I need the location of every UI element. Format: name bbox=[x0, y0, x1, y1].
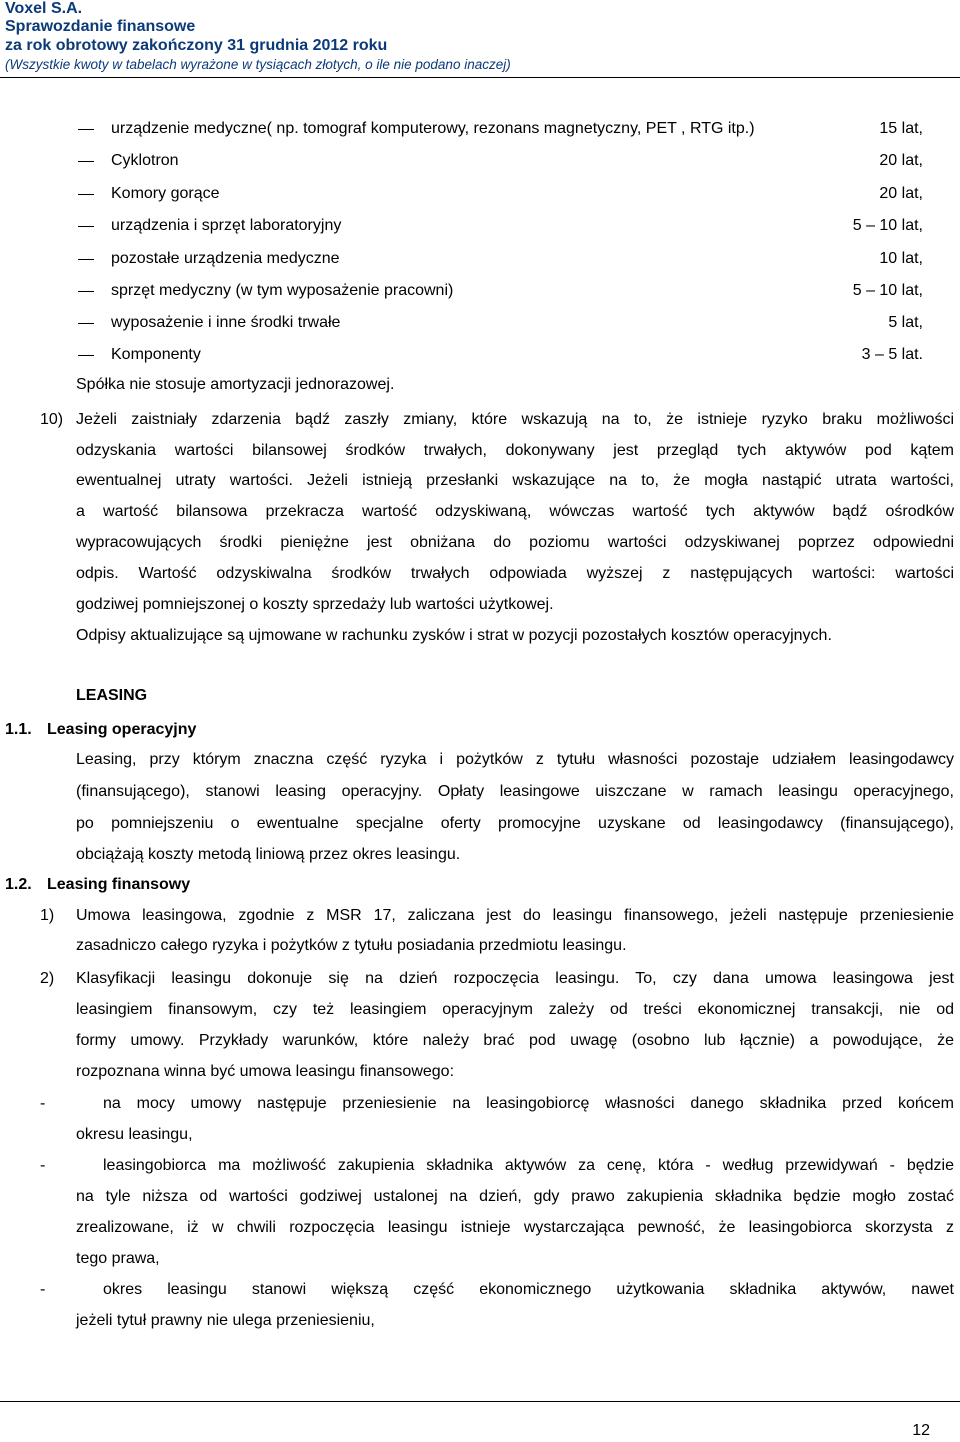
list-item-period: 5 – 10 lat, bbox=[852, 217, 923, 234]
item-10-line: godziwej pomniejszonej o koszty sprzedaży lub wartości użytkowej. bbox=[76, 596, 554, 613]
item-10-number: 10) bbox=[40, 411, 64, 428]
list-item-label: Komponenty bbox=[111, 346, 201, 363]
item-10-line: ewentualnej utraty wartości. Jeżeli istnieją przesłanki wskazujące na to, że mogła nastąpić utrata wartości, bbox=[76, 472, 954, 489]
item-10-line: odzyskania wartości bilansowej środków trwałych, dokonywany jest przegląd tych aktywów pod kątem bbox=[76, 442, 954, 459]
list-item-period: 5 lat, bbox=[888, 314, 923, 331]
item-10-line: Jeżeli zaistniały zdarzenia bądź zaszły zmiany, które wskazują na to, że istnieje ryzyko braku możliwości bbox=[76, 411, 954, 428]
finance-item-2-line: Klasyfikacji leasingu dokonuje się na dzień rozpoczęcia leasingu. To, czy dana umowa leasingowa jest bbox=[76, 970, 954, 987]
list-dash bbox=[78, 226, 94, 227]
section-1-2-number: 1.2. bbox=[5, 876, 32, 893]
list-item-period: 20 lat, bbox=[879, 152, 923, 169]
bullet-line: tego prawa, bbox=[76, 1250, 160, 1267]
bullet-marker: - bbox=[40, 1281, 46, 1298]
list-item-period: 10 lat, bbox=[879, 250, 923, 267]
list-dash bbox=[78, 259, 94, 260]
list-item-period: 15 lat, bbox=[879, 120, 923, 137]
bullet-line: zrealizowane, iż w chwili rozpoczęcia leasingu istnieje wystarczająca pewność, że leasingobiorca skorzysta z bbox=[76, 1219, 954, 1236]
bullet-marker: - bbox=[40, 1095, 46, 1112]
finance-item-1-number: 1) bbox=[40, 907, 55, 924]
bullet-line: jeżeli tytuł prawny nie ulega przeniesieniu, bbox=[76, 1312, 375, 1329]
list-item-period: 3 – 5 lat. bbox=[861, 346, 923, 363]
report-title: Sprawozdanie finansowe bbox=[5, 18, 196, 35]
section-1-1-title: Leasing operacyjny bbox=[47, 721, 197, 738]
bullet-line: okres leasingu stanowi większą część ekonomicznego użytkowania składnika aktywów, nawet bbox=[103, 1281, 954, 1298]
list-item-label: wyposażenie i inne środki trwałe bbox=[111, 314, 341, 331]
impairment-text: Odpisy aktualizujące są ujmowane w rachunku zysków i strat w pozycji pozostałych kosztów operacyjnych. bbox=[76, 627, 832, 644]
list-dash bbox=[78, 291, 94, 292]
amounts-note: (Wszystkie kwoty w tabelach wyrażone w tysiącach złotych, o ile nie podano inaczej) bbox=[5, 57, 511, 72]
bullet-line: na mocy umowy następuje przeniesienie na leasingobiorcę własności danego składnika przed końcem bbox=[103, 1095, 954, 1112]
finance-item-2-line: formy umowy. Przykłady warunków, które należy brać pod uwagę (osobno lub łącznie) a powodujące, że bbox=[76, 1032, 954, 1049]
section-1-2-title: Leasing finansowy bbox=[47, 876, 191, 893]
leasing-heading: LEASING bbox=[76, 687, 148, 704]
operating-leasing-line: Leasing, przy którym znaczna część ryzyka i pożytków z tytułu własności pozostaje udziałem leasingodawcy bbox=[76, 751, 954, 768]
finance-item-1-line: Umowa leasingowa, zgodnie z MSR 17, zaliczana jest do leasingu finansowego, jeżeli następuje przeniesienie bbox=[76, 907, 954, 924]
header-divider bbox=[0, 77, 960, 78]
operating-leasing-line: (finansującego), stanowi leasing operacyjny. Opłaty leasingowe uiszczane w ramach leasingu operacyjnego, bbox=[76, 783, 954, 800]
item-10-line: odpis. Wartość odzyskiwalna środków trwałych odpowiada wyższej z następujących wartości: wartości bbox=[76, 565, 954, 582]
operating-leasing-line: obciążają koszty metodą liniową przez okres leasingu. bbox=[76, 846, 461, 863]
no-single-depreciation-text: Spółka nie stosuje amortyzacji jednorazowej. bbox=[76, 376, 395, 393]
item-10-line: wypracowujących środki pieniężne jest obniżana do poziomu wartości odzyskiwanej poprzez odpowiedni bbox=[76, 534, 954, 551]
list-item-label: urządzenia i sprzęt laboratoryjny bbox=[111, 217, 342, 234]
page-number: 12 bbox=[912, 1422, 930, 1439]
list-item-label: Cyklotron bbox=[111, 152, 179, 169]
finance-item-2-number: 2) bbox=[40, 970, 55, 987]
list-item-period: 20 lat, bbox=[879, 185, 923, 202]
list-dash bbox=[78, 323, 94, 324]
section-1-1-number: 1.1. bbox=[5, 721, 32, 738]
report-period: za rok obrotowy zakończony 31 grudnia 2012 roku bbox=[5, 37, 388, 54]
footer-divider bbox=[0, 1401, 960, 1402]
company-name: Voxel S.A. bbox=[5, 0, 83, 17]
bullet-line: na tyle niższa od wartości godziwej ustalonej na dzień, gdy prawo zakupienia składnika będzie mogło zostać bbox=[76, 1188, 954, 1205]
bullet-line: leasingobiorca ma możliwość zakupienia składnika aktywów za cenę, która - według przewidywań - będzie bbox=[103, 1157, 954, 1174]
list-dash bbox=[78, 355, 94, 356]
list-item-period: 5 – 10 lat, bbox=[852, 282, 923, 299]
bullet-line: okresu leasingu, bbox=[76, 1126, 193, 1143]
list-item-label: urządzenie medyczne( np. tomograf komputerowy, rezonans magnetyczny, PET , RTG itp.) bbox=[111, 120, 755, 137]
list-item-label: sprzęt medyczny (w tym wyposażenie pracowni) bbox=[111, 282, 454, 299]
finance-item-2-line: leasingiem finansowym, czy też leasingiem operacyjnym zależy od treści ekonomicznej transakcji, nie od bbox=[76, 1001, 954, 1018]
item-10-line: a wartość bilansowa przekracza wartość odzyskiwaną, wówczas wartość tych aktywów bądź ośrodków bbox=[76, 503, 954, 520]
list-item-label: Komory gorące bbox=[111, 185, 220, 202]
operating-leasing-line: po pomniejszeniu o ewentualne specjalne oferty promocyjne uzyskane od leasingodawcy (finansującego), bbox=[76, 815, 954, 832]
bullet-marker: - bbox=[40, 1157, 46, 1174]
list-dash bbox=[78, 161, 94, 162]
list-item-label: pozostałe urządzenia medyczne bbox=[111, 250, 340, 267]
finance-item-1-line: zasadniczo całego ryzyka i pożytków z tytułu posiadania przedmiotu leasingu. bbox=[76, 937, 627, 954]
finance-item-2-line: rozpoznana winna być umowa leasingu finansowego: bbox=[76, 1063, 455, 1080]
list-dash bbox=[78, 129, 94, 130]
list-dash bbox=[78, 194, 94, 195]
